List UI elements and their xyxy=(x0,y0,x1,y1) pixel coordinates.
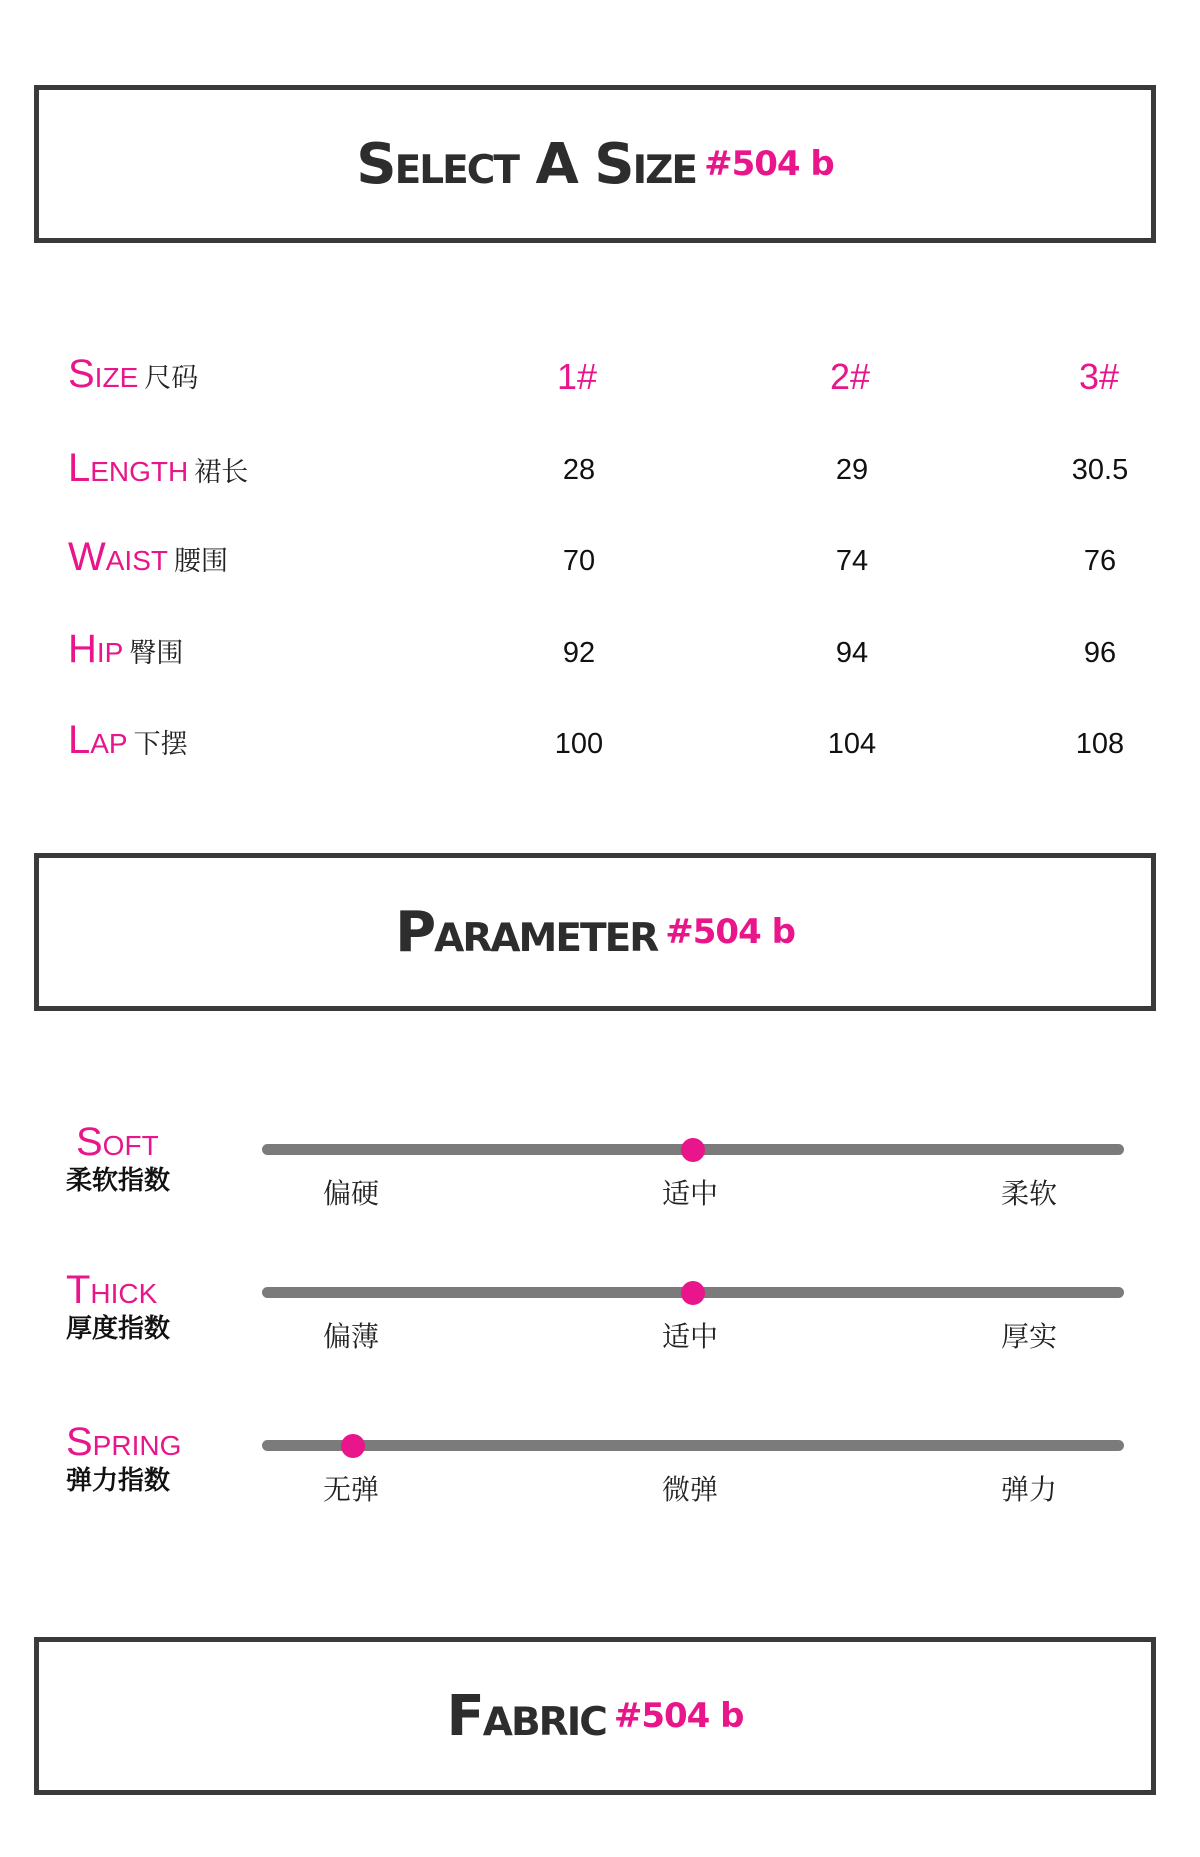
fabric-header xyxy=(34,1637,1156,1795)
cell-lap-3: 108 xyxy=(1075,728,1125,760)
size-header-en: Size xyxy=(68,352,139,396)
size-col-1: 1# xyxy=(556,356,598,397)
spring-tick-mid: 微弹 xyxy=(661,1474,718,1505)
cell-lap-1: 100 xyxy=(554,728,604,760)
spring-scale-track xyxy=(262,1440,1124,1451)
row-waist-en: Waist xyxy=(68,535,168,579)
param-thick-cn: 厚度指数 xyxy=(66,1313,171,1343)
spring-level-marker xyxy=(341,1434,365,1458)
cell-hip-2: 94 xyxy=(835,637,869,669)
cell-waist-3: 76 xyxy=(1083,545,1117,577)
row-label-length xyxy=(68,446,248,491)
row-length-en: Length xyxy=(68,446,189,490)
param-soft-cn: 柔软指数 xyxy=(66,1165,171,1195)
parameter-title: Parameter xyxy=(395,899,658,965)
row-label-waist xyxy=(68,535,228,580)
spring-tick-low: 无弹 xyxy=(322,1474,379,1505)
param-spring-label xyxy=(66,1422,246,1462)
cell-length-1: 28 xyxy=(562,454,596,486)
row-label-hip xyxy=(68,627,183,672)
size-col-2: 2# xyxy=(829,356,871,397)
cell-waist-2: 74 xyxy=(835,545,869,577)
param-spring-en: Spring xyxy=(66,1420,182,1464)
row-length-cn: 裙长 xyxy=(194,457,249,487)
cell-hip-1: 92 xyxy=(562,637,596,669)
parameter-header xyxy=(34,853,1156,1011)
row-hip-en: Hip xyxy=(68,627,124,671)
product-code: #504 b xyxy=(613,1696,744,1736)
soft-tick-low: 偏硬 xyxy=(322,1178,379,1209)
spring-tick-high: 弹力 xyxy=(1000,1474,1057,1505)
row-hip-cn: 臀围 xyxy=(129,638,184,668)
row-waist-cn: 腰围 xyxy=(174,546,228,576)
size-header-cn: 尺码 xyxy=(144,363,199,393)
soft-tick-mid: 适中 xyxy=(661,1178,718,1209)
product-code: #504 b xyxy=(665,912,795,952)
cell-hip-3: 96 xyxy=(1083,637,1117,669)
soft-level-marker xyxy=(681,1138,705,1162)
select-size-header xyxy=(34,85,1156,243)
size-col-3: 3# xyxy=(1078,356,1120,397)
param-thick-en: Thick xyxy=(66,1268,158,1312)
param-thick-cn-wrap xyxy=(66,1311,246,1345)
param-soft-label xyxy=(76,1122,256,1162)
size-header-label xyxy=(68,352,198,397)
param-spring-cn: 弹力指数 xyxy=(66,1465,171,1495)
param-spring-cn-wrap xyxy=(66,1463,246,1497)
select-size-title: Select A Size xyxy=(356,131,697,197)
thick-level-marker xyxy=(681,1281,705,1305)
row-label-lap xyxy=(68,718,188,763)
cell-lap-2: 104 xyxy=(827,728,877,760)
thick-tick-high: 厚实 xyxy=(1000,1321,1057,1352)
param-soft-cn-wrap xyxy=(66,1163,246,1197)
cell-length-2: 29 xyxy=(835,454,869,486)
row-lap-cn: 下摆 xyxy=(133,729,188,759)
thick-tick-mid: 适中 xyxy=(661,1321,718,1352)
cell-length-3: 30.5 xyxy=(1071,454,1129,486)
cell-waist-1: 70 xyxy=(562,545,596,577)
thick-tick-low: 偏薄 xyxy=(322,1321,379,1352)
soft-tick-high: 柔软 xyxy=(1000,1178,1057,1209)
product-code: #504 b xyxy=(704,144,834,184)
row-lap-en: Lap xyxy=(68,718,128,762)
fabric-title: Fabric xyxy=(446,1683,606,1749)
param-soft-en: Soft xyxy=(76,1120,159,1164)
param-thick-label xyxy=(66,1270,246,1310)
